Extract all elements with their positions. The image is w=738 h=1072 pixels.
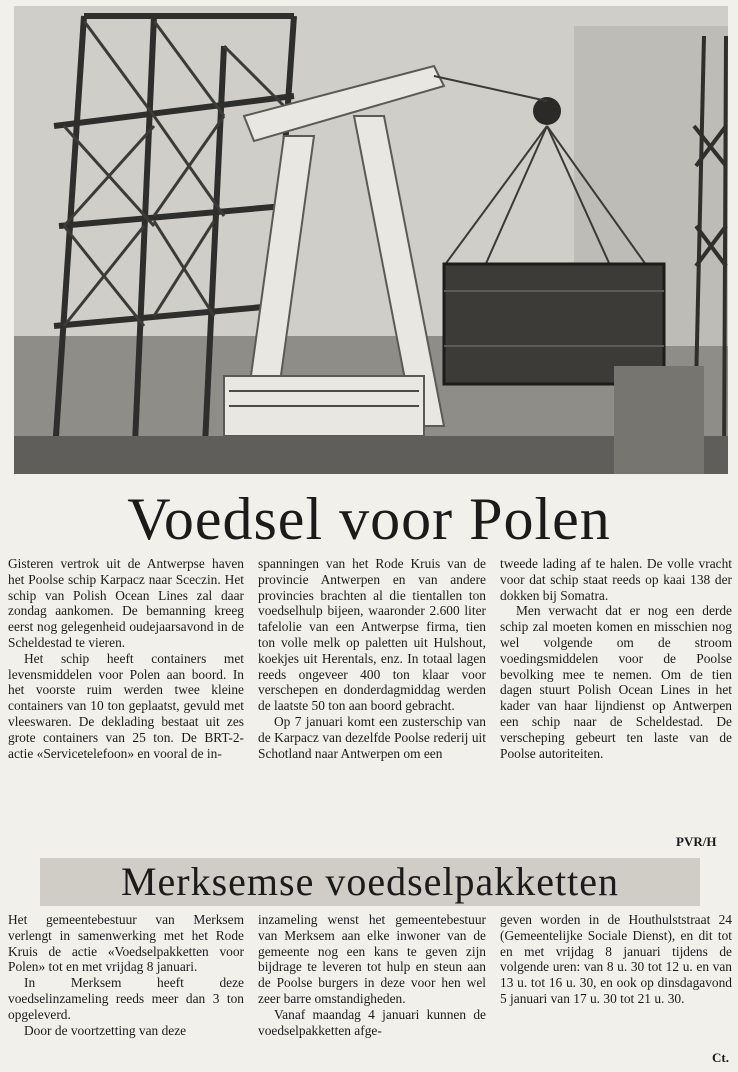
article-column-1 <box>8 912 244 1038</box>
paragraph: Op 7 januari komt een zusterschip van de Karpacz van dezelfde Poolse rederij uit Schotland naar Antwerpen om een <box>258 713 486 761</box>
article-column-1 <box>8 556 244 761</box>
article-headline: Voedsel voor Polen <box>127 486 611 552</box>
article-column-3 <box>500 556 732 761</box>
harbor-crane-photo-icon <box>14 6 728 474</box>
article-column-2 <box>258 912 486 1038</box>
paragraph: Het schip heeft containers met levensmiddelen voor Polen aan boord. In het voorste ruim werden twee kleine containers van 10 ton geplaatst, gevuld met vleeswaren. De deklading bestaat uit zes grote containers van 25 ton. De BRT-2-actie «Servicetelefoon» en vooral de in- <box>8 650 244 761</box>
article-signature: PVR/H <box>676 834 717 849</box>
paragraph: Men verwacht dat er nog een derde schip zal moeten komen en misschien nog wel volgende om de stroom voedingsmiddelen voor de Poolse bevolking mee te nemen. Om de tien dagen stuurt Polish Ocean Lines in het kader van haar lijndienst op Antwerpen een schip naar de Scheldestad. De verscheping gebeurt ten laste van de Poolse autoriteiten. <box>500 603 732 761</box>
paragraph: In Merksem heeft deze voedselinzameling reeds meer dan 3 ton opgeleverd. <box>8 975 244 1022</box>
article-headline: Merksemse voedselpakketten <box>40 858 700 906</box>
paragraph: spanningen van het Rode Kruis van de provincie Antwerpen en van andere provincies brachten al die tientallen ton voedselhulp bijeen, waaronder 2.600 liter tafelolie van een Antwerpse firma, tien ton volle melk op paletten uit Hulshout, koekjes uit Herentals, enz. In totaal lagen reeds ongeveer 400 ton klaar voor verschepen en donderdagmiddag werden de laatste 50 ton aan boord gebracht. <box>258 556 486 714</box>
article-column-2 <box>258 556 486 761</box>
article-column-3 <box>500 912 732 1007</box>
article-signature: Ct. <box>712 1050 729 1065</box>
paragraph: Vanaf maandag 4 januari kunnen de voedselpakketten afge- <box>258 1006 486 1038</box>
paragraph: tweede lading af te halen. De volle vracht voor dat schip staat reeds op kaai 138 der dokken bij Somatra. <box>500 556 732 603</box>
paragraph: Door de voortzetting van deze <box>24 1022 187 1038</box>
paragraph: geven worden in de Houthulststraat 24 (Gemeentelijke Sociale Dienst), en dit tot en met vrijdag 8 januari tijdens de volgende uren: van 8 u. 30 tot 12 u. en van 13 u. tot 16 u. 30, en ook op dinsdagavond 5 januari van 17 u. 30 tot 21 u. 30. <box>500 912 732 1006</box>
paragraph: inzameling wenst het gemeentebestuur van Merksem aan elke inwoner van de gemeente nog een kans te geven zijn bijdrage te leveren tot hulp en steun aan de Poolse burgers in deze voor hen wel zeer barre omstandigheden. <box>258 912 486 1006</box>
harbor-crane-photo <box>14 6 728 474</box>
paragraph: Gisteren vertrok uit de Antwerpse haven het Poolse schip Karpacz naar Sceczin. Het schip van Polish Ocean Lines zal daar zondag aankomen. De bemanning kreeg eerst nog gelegenheid oudejaarsavond in de Scheldestad te vieren. <box>8 556 244 650</box>
paragraph: Het gemeentebestuur van Merksem verlengt in samenwerking met het Rode Kruis de actie «Voedselpakketten voor Polen» tot en met vrijdag 8 januari. <box>8 912 244 975</box>
